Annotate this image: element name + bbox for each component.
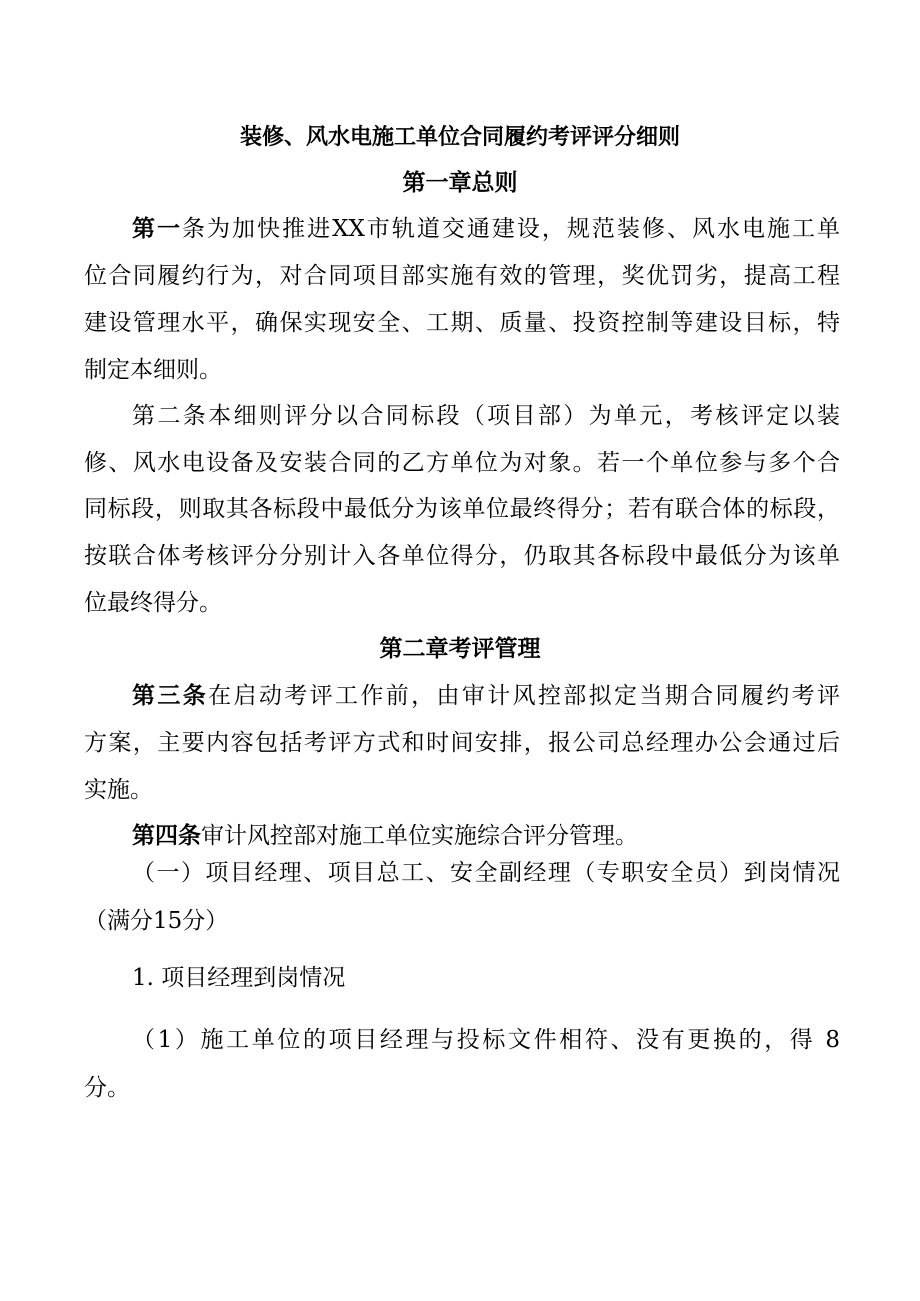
- article-1-heading: 第一: [132, 215, 183, 242]
- article-3-line-3: 实施。: [84, 777, 153, 803]
- article-1-line-2: 位合同履约行为，对合同项目部实施有效的管理，奖优罚劣，提高工程: [84, 263, 840, 289]
- article-2-line-3: 同标段，则取其各标段中最低分为该单位最终得分；若有联合体的标段，: [84, 496, 840, 522]
- article-2-line-1: 第二条本细则评分以合同标段（项目部）为单元，考核评定以装: [132, 403, 840, 429]
- article-2-line-2: 修、风水电设备及安装合同的乙方单位为对象。若一个单位参与多个合: [84, 450, 840, 476]
- article-1-line-4: 制定本细则。: [84, 357, 222, 383]
- article-2-line-5: 位最终得分。: [84, 590, 222, 616]
- article-3-line-2: 方案，主要内容包括考评方式和时间安排，报公司总经理办公会通过后: [84, 730, 840, 756]
- article-2-line-4: 按联合体考核评分分别计入各单位得分，仍取其各标段中最低分为该单: [84, 543, 840, 569]
- article-3-line-1: 第三条在启动考评工作前，由审计风控部拟定当期合同履约考评: [132, 682, 841, 709]
- chapter-heading: 第一章总则: [402, 169, 518, 196]
- article-4-line: 第四条审计风控部对施工单位实施综合评分管理。: [132, 822, 638, 849]
- document-title: 装修、风水电施工单位合同履约考评评分细则: [239, 124, 680, 150]
- item-1-line-1: （一）项目经理、项目总工、安全副经理（专职安全员）到岗情况: [132, 860, 840, 886]
- article-4-heading: 第四条: [132, 822, 201, 849]
- article-3-heading: 第三条: [132, 682, 209, 709]
- chapter-heading: 第二章考评管理: [379, 635, 541, 662]
- sub-item-1a-line-2: 分。: [84, 1075, 130, 1101]
- article-1-line-1: 第一条为加快推进XX市轨道交通建设，规范装修、风水电施工单: [132, 215, 841, 242]
- sub-item-1a-line-1: （1）施工单位的项目经理与投标文件相符、没有更换的，得 8: [132, 1027, 840, 1053]
- sub-item-1: 1. 项目经理到岗情况: [132, 965, 346, 991]
- item-1-line-2: （满分15分）: [84, 908, 229, 934]
- article-1-line-3: 建设管理水平，确保实现安全、工期、质量、投资控制等建设目标，特: [84, 310, 840, 336]
